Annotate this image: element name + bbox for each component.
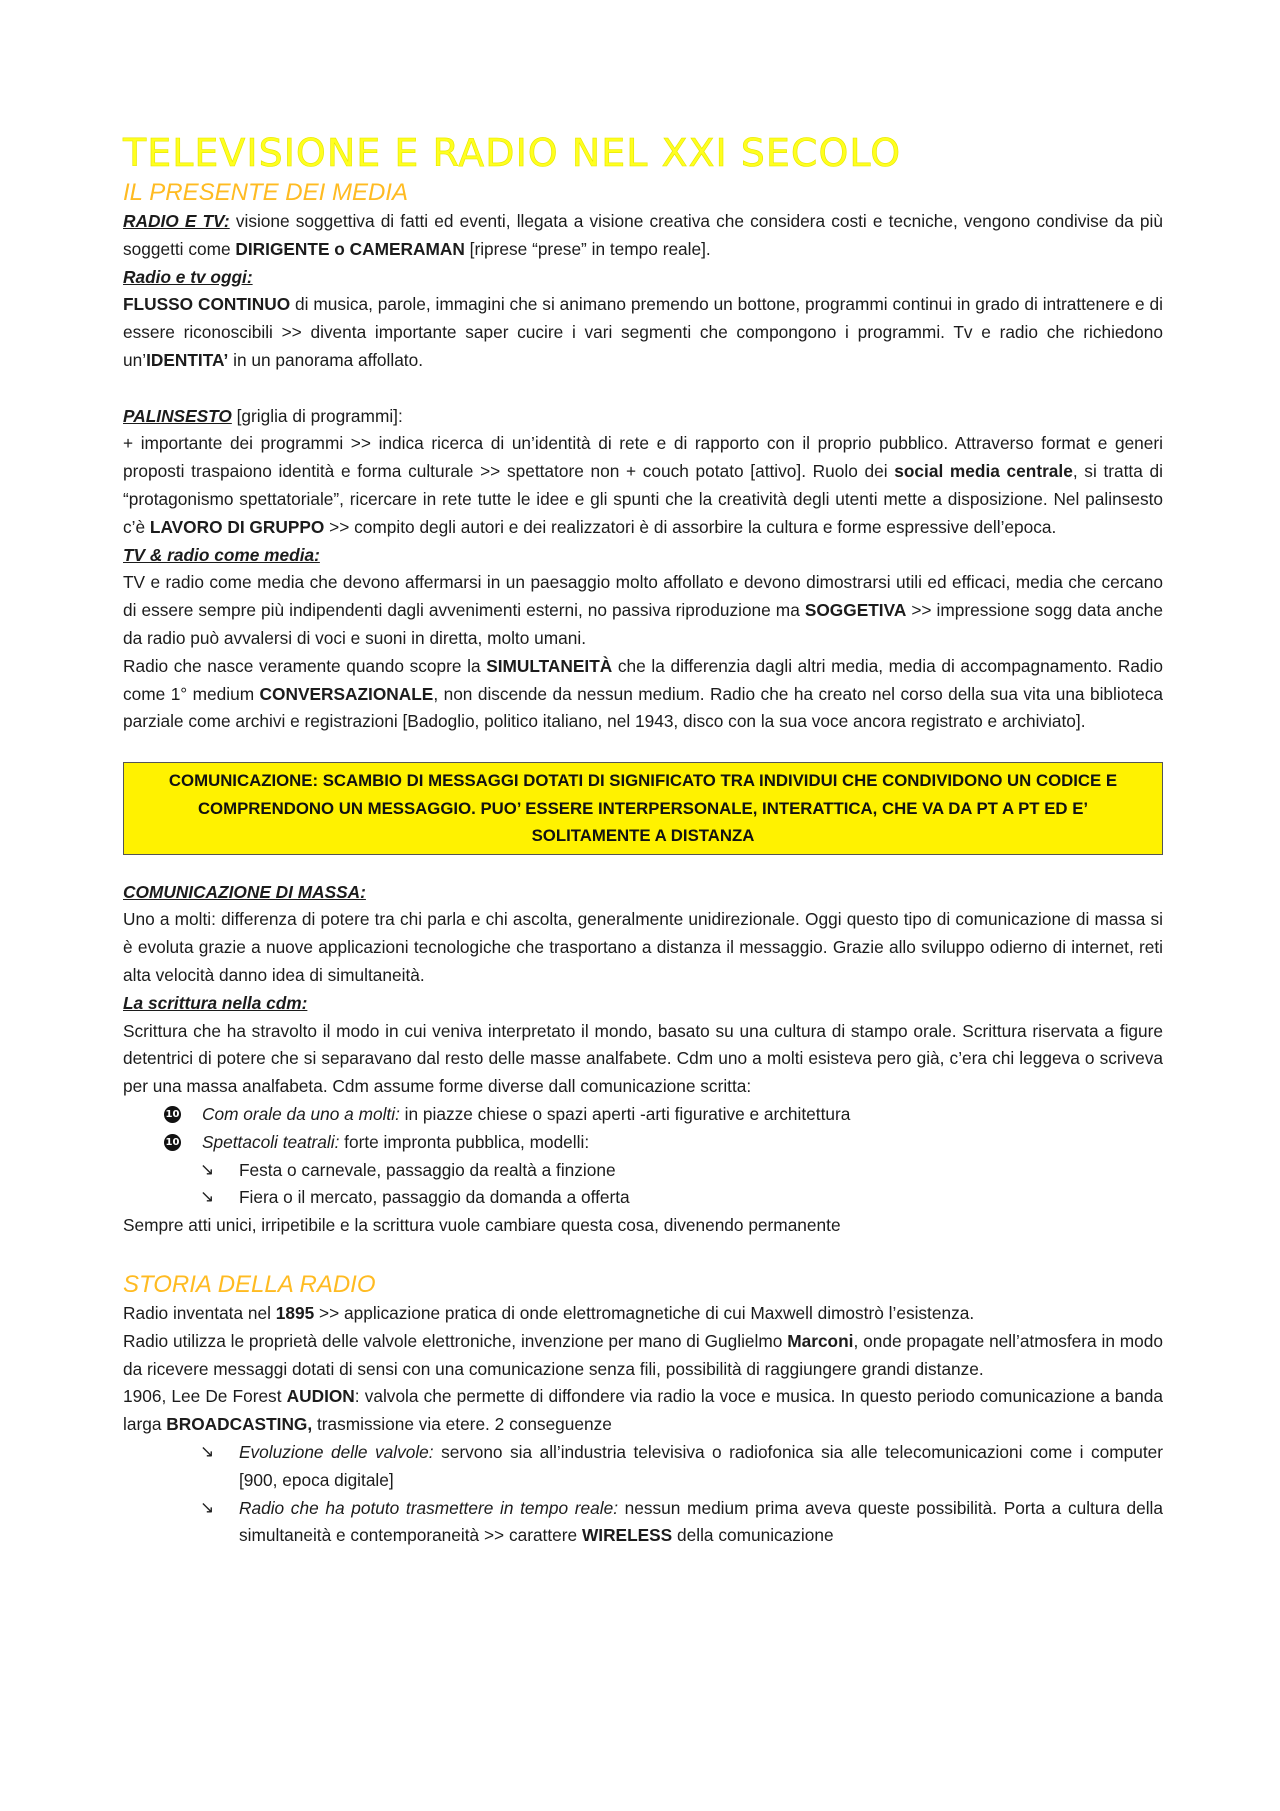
label-palinsesto: PALINSESTO bbox=[123, 405, 232, 426]
paragraph-massa: Uno a molti: differenza di potere tra chi parla e chi ascolta, generalmente unidirezionale. Oggi questo tipo di comunicazione di massa si è evoluta grazie a nuove applicazioni tecnologiche che trasportano a distanza il messaggio. Grazie allo sviluppo odierno di internet, reti alta velocità danno idea di simultaneità. bbox=[123, 909, 1163, 986]
spacer bbox=[123, 1240, 1163, 1270]
text: : valvola che permette di diffondere via radio la voce e musica. In questo periodo comunicazione a banda larga bbox=[123, 1386, 1163, 1435]
text: Radio che nasce veramente quando scopre la bbox=[123, 655, 487, 676]
arrow-down-right-icon: ↘ bbox=[200, 1159, 215, 1180]
paragraph-radio-tv bbox=[123, 208, 1163, 264]
paragraph-1895 bbox=[123, 1300, 1163, 1328]
text: della comunicazione bbox=[672, 1525, 834, 1546]
bold-text: AUDION bbox=[286, 1386, 355, 1407]
paragraph-media bbox=[123, 569, 1163, 652]
paragraph-marconi bbox=[123, 1328, 1163, 1384]
numbered-bullet-icon: 10 bbox=[164, 1134, 181, 1151]
text: trasmissione via etere. 2 conseguenze bbox=[312, 1414, 612, 1435]
paragraph-scrittura: Scrittura che ha stravolto il modo in cui veniva interpretato il mondo, basato su una cultura di stampo orale. Scrittura riservata a figure detentrici di potere che si separavano dal resto delle masse analfabete. Cdm uno a molti esisteva pero già, c’era chi leggeva o scriveva per una massa analfabeta. Cdm assume forme diverse dall comunicazione scritta: bbox=[123, 1020, 1163, 1097]
spacer bbox=[123, 375, 1163, 403]
text: TV e radio come media che devono affermarsi in un paesaggio molto affollato e devono dimostrarsi utili ed efficaci, media che cercano di essere sempre più indipendenti dagli avvenimenti esterni, no passiva riproduzione ma bbox=[123, 572, 1163, 621]
arrow-down-right-icon: ↘ bbox=[200, 1497, 215, 1518]
bold-text: SOGGETIVA bbox=[804, 600, 907, 621]
bold-text: Marconi bbox=[787, 1330, 854, 1351]
label-radio-tv-oggi: Radio e tv oggi: bbox=[123, 266, 253, 287]
text: >> impressione sogg data anche da radio può avvalersi di voci e suoni in diretta, molto umani. bbox=[123, 600, 1163, 648]
text: Festa o carnevale, passaggio da realtà a finzione bbox=[239, 1159, 616, 1180]
label-scrittura-cdm: La scrittura nella cdm: bbox=[123, 992, 308, 1013]
italic-text: Com orale da uno a molti: bbox=[202, 1104, 400, 1125]
spacer bbox=[123, 855, 1163, 879]
section-heading-presente: IL PRESENTE DEI MEDIA bbox=[123, 179, 408, 206]
text: di musica, parole, immagini che si animano premendo un bottone, programmi continui in grado di intrattenere e di essere riconoscibili >> diventa importante saper cucire i vari segmenti che compongono i programmi. Tv e radio che richiedono un’ bbox=[123, 294, 1163, 370]
text: [riprese “prese” in tempo reale]. bbox=[464, 238, 711, 259]
paragraph-closing: Sempre atti unici, irripetibile e la scrittura vuole cambiare questa cosa, divenendo permanente bbox=[123, 1215, 841, 1236]
bold-text: BROADCASTING, bbox=[166, 1414, 313, 1435]
document-page bbox=[123, 128, 1163, 1550]
text: [griglia di programmi]: bbox=[231, 405, 403, 426]
list-item bbox=[200, 1495, 1163, 1551]
bold-text: IDENTITA’ bbox=[146, 349, 229, 370]
text: >> compito degli autori e dei realizzatori è di assorbire la cultura e forme espressive dell’epoca. bbox=[324, 516, 1057, 537]
list-item bbox=[200, 1157, 1163, 1185]
text: + importante dei programmi >> indica ricerca di un’identità di rete e di rapporto con il proprio pubblico. Attraverso format e generi proposti traspaiono identità e forma culturale >> spettatore non + couch potato [attivo]. Ruolo dei bbox=[123, 433, 1163, 482]
bold-text: WIRELESS bbox=[581, 1525, 673, 1546]
spacer bbox=[123, 736, 1163, 752]
list-item bbox=[164, 1101, 1163, 1129]
label-line bbox=[123, 542, 1163, 570]
text: , si tratta di “protagonismo spettatoriale”, ricercare in rete tutte le idee e gli spunti che la creatività degli utenti mette a disposizione. Nel palinsesto c’è bbox=[123, 461, 1163, 537]
paragraph-palinsesto bbox=[123, 430, 1163, 541]
text: nessun medium prima aveva queste possibilità. Porta a cultura della simultaneità e contemporaneità >> carattere bbox=[239, 1497, 1163, 1546]
text: che la differenzia dagli altri media, media di accompagnamento. Radio come 1° medium bbox=[123, 655, 1163, 704]
list-item bbox=[164, 1129, 1163, 1157]
text: servono sia all’industria televisiva o radiofonica sia alle telecomunicazioni come i computer [900, epoca digitale] bbox=[239, 1441, 1163, 1490]
text: >> applicazione pratica di onde elettromagnetiche di cui Maxwell dimostrò l’esistenza. bbox=[314, 1303, 975, 1323]
arrow-down-right-icon: ↘ bbox=[200, 1187, 215, 1208]
text: forte impronta pubblica, modelli: bbox=[339, 1131, 590, 1152]
bold-text: CONVERSAZIONALE bbox=[259, 683, 434, 704]
document-title: TELEVISIONE E RADIO NEL XXI SECOLO bbox=[123, 131, 902, 175]
sub-list bbox=[123, 1157, 1163, 1213]
bold-text: SIMULTANEITÀ bbox=[486, 655, 613, 676]
bold-text: social media centrale bbox=[894, 461, 1073, 482]
text: Fiera o il mercato, passaggio da domanda a offerta bbox=[239, 1187, 630, 1208]
consequences-list bbox=[123, 1439, 1163, 1550]
label-radio-tv: RADIO E TV: bbox=[123, 211, 230, 231]
bold-text: LAVORO DI GRUPPO bbox=[149, 516, 325, 537]
text: Radio inventata nel bbox=[123, 1303, 276, 1323]
paragraph-flusso bbox=[123, 291, 1163, 374]
highlight-box-comunicazione: COMUNICAZIONE: SCAMBIO DI MESSAGGI DOTATI DI SIGNIFICATO TRA INDIVIDUI CHE CONDIVIDONO UN CODICE E COMPRENDONO UN MESSAGGIO. PUO’ ESSERE INTERPERSONALE, INTERATTICA, CHE VA DA PT A PT ED E’ SOLITAMENTE A DISTANZA bbox=[123, 762, 1163, 855]
label-line bbox=[123, 990, 1163, 1018]
bold-text: FLUSSO CONTINUO bbox=[123, 294, 291, 315]
list-item bbox=[200, 1439, 1163, 1495]
label-line bbox=[123, 879, 1163, 907]
italic-text: Radio che ha potuto trasmettere in tempo reale: bbox=[239, 1497, 619, 1518]
paragraph-audion bbox=[123, 1383, 1163, 1439]
numbered-bullet-icon: 10 bbox=[164, 1106, 181, 1123]
text: in piazze chiese o spazi aperti -arti figurative e architettura bbox=[399, 1104, 851, 1125]
arrow-down-right-icon: ↘ bbox=[200, 1441, 215, 1462]
text: visione soggettiva di fatti ed eventi, llegata a visione creativa che considera costi e tecniche, vengono condivise da più soggetti come bbox=[123, 211, 1163, 259]
italic-text: Spettacoli teatrali: bbox=[202, 1131, 340, 1152]
text: , non discende da nessun medium. Radio che ha creato nel corso della sua vita una biblioteca parziale come archivi e registrazioni [Badoglio, politico italiano, nel 1943, disco con la sua voce ancora registrato e archiviato]. bbox=[123, 683, 1163, 732]
section-heading-storia-radio: STORIA DELLA RADIO bbox=[123, 1271, 376, 1298]
bold-text: 1895 bbox=[275, 1303, 315, 1323]
paragraph-simultaneita bbox=[123, 653, 1163, 736]
bullet-list bbox=[123, 1101, 1163, 1157]
italic-text: Evoluzione delle valvole: bbox=[239, 1441, 434, 1462]
text: 1906, Lee De Forest bbox=[123, 1386, 287, 1407]
label-line bbox=[123, 264, 1163, 292]
text: , onde propagate nell’atmosfera in modo da ricevere messaggi dotati di sensi con una comunicazione senza fili, possibilità di raggiungere grandi distanze. bbox=[123, 1330, 1164, 1379]
text: Radio utilizza le proprietà delle valvole elettroniche, invenzione per mano di Guglielmo bbox=[123, 1330, 788, 1351]
list-item bbox=[200, 1184, 1163, 1212]
label-tv-radio-media: TV & radio come media: bbox=[123, 544, 320, 565]
label-comunicazione-massa: COMUNICAZIONE DI MASSA: bbox=[123, 881, 366, 902]
text: in un panorama affollato. bbox=[228, 349, 424, 370]
bold-text: DIRIGENTE o CAMERAMAN bbox=[235, 238, 465, 259]
label-line bbox=[123, 403, 1163, 431]
